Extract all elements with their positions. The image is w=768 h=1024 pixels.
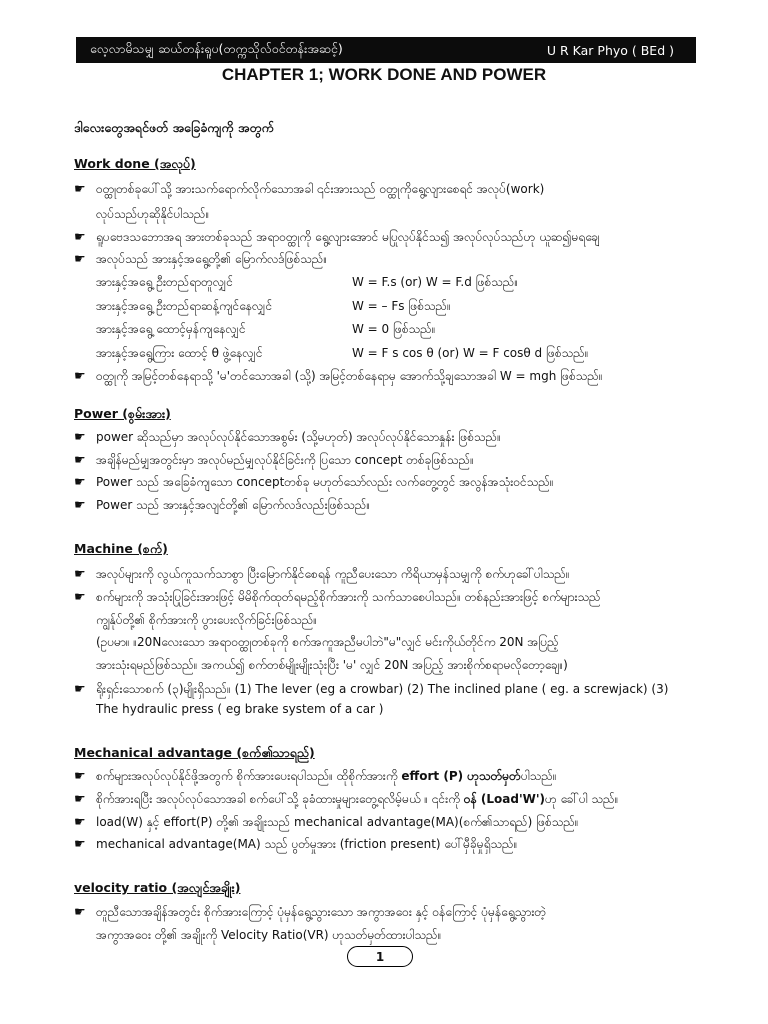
work-done-bullet-1: ☛ ဝတ္ထုတစ်ခုပေါ်သို့ အားသက်ရောက်လိုက်သောအခါ ၎င်းအားသည် ဝတ္ထုကိုရွေ့လျားစေရင် အလုပ်(work) [74, 182, 545, 197]
header-left-text: လေ့လာမိသမျှ ဆယ်တန်းရူပ(တက္ကသိုလ်ဝင်တန်းအဆင့်) [90, 40, 343, 56]
machine-bullet-3: ☛ ရိုးရှင်းသောစက် (၃)မျိုးရှိသည်။ (1) The lever (eg a crowbar) (2) The inclined plane ( eg. a screwjack) (3) [74, 682, 669, 697]
case-3-formula: W = 0 ဖြစ်သည်။ [352, 322, 436, 336]
load-term: ဝန် (Load'W') [463, 792, 546, 806]
case-2-formula: W = – Fs ဖြစ်သည်။ [352, 299, 451, 313]
work-done-bullet-4: ☛ ဝတ္ထုကို အမြင့်တစ်နေရာသို့ 'မ'တင်သောအခါ (သို့) အမြင့်တစ်နေရာမှ အောက်သို့ချသောအခါ W = mgh ဖြစ်သည်။ [74, 369, 603, 384]
page-number: 1 [347, 946, 413, 967]
velocity-ratio-heading: velocity ratio (အလျင်အချိုး) [74, 880, 241, 895]
hand-pointer-icon: ☛ [74, 369, 86, 384]
machine-example-line-1: (ဥပမာ။ ။20Nလေးသော အရာဝတ္ထုတစ်ခုကို စက်အကူအညီမပါဘဲ"မ"လျှင် မင်းကိုယ်တိုင်က 20N အပြည့် [96, 635, 559, 649]
hand-pointer-icon: ☛ [74, 230, 86, 245]
hand-pointer-icon: ☛ [74, 252, 86, 267]
chapter-title: CHAPTER 1; WORK DONE AND POWER [221, 65, 547, 84]
effort-term: effort (P) ဟုသတ်မှတ် [401, 769, 521, 783]
header-right-text: U R Kar Phyo ( BEd ) [546, 42, 674, 58]
hand-pointer-icon: ☛ [74, 815, 86, 830]
machine-heading: Machine (စက်) [74, 541, 168, 556]
mech-adv-bullet-3: ☛ load(W) နှင့် effort(P) တို့၏ အချိုးသည် mechanical advantage(MA)(စက်၏သာရည်) ဖြစ်သည်။ [74, 815, 579, 830]
work-done-heading: Work done (အလုပ်) [74, 156, 196, 171]
hand-pointer-icon: ☛ [74, 430, 86, 445]
machine-example-line-2: အားသုံးရမည်ဖြစ်သည်။ အကယ်၍ စက်တစ်မျိုးမျိုးသုံးပြီး 'မ' လျှင် 20N အပြည့် အားစိုက်စရာမလိုတော့ချေ။) [96, 658, 568, 672]
mech-adv-bullet-2: ☛ စိုက်အားရပြီး အလုပ်လုပ်သောအခါ စက်ပေါ်သို့ ခုခံထားမှုများတွေ့ရလိမ့်မယ် ။ ၎င်းကို ဝန် (Load'W')ဟု ခေါ်ပါ သည်။ [74, 792, 619, 807]
power-heading: Power (စွမ်းအား) [74, 406, 171, 421]
mech-adv-bullet-1: ☛ စက်များအလုပ်လုပ်နိုင်ဖို့အတွက် စိုက်အားပေးရပါသည်။ ထိုစိုက်အားကို effort (P) ဟုသတ်မှတ်ပါသည်။ [74, 769, 557, 784]
hand-pointer-icon: ☛ [74, 769, 86, 784]
machine-bullet-2-cont-1: ကျွန်ုပ်တို့၏ စိုက်အားကို ပွားပေးလိုက်ခြင်းဖြစ်သည်။ [96, 613, 318, 627]
case-1-text: အားနှင့်အရွေ့ ဦးတည်ရာတူလျှင် [96, 275, 234, 289]
mech-adv-bullet-4: ☛ mechanical advantage(MA) သည် ပွတ်မှုအား (friction present) ပေါ်မှီခိုမှုရှိသည်။ [74, 837, 518, 852]
power-bullet-3: ☛ Power သည် အခြေခံကျသော conceptတစ်ခု မဟုတ်သော်လည်း လက်တွေ့တွင် အလွန်အသုံးဝင်သည်။ [74, 475, 554, 490]
work-done-bullet-3: ☛ အလုပ်သည် အားနှင့်အရွေ့တို့၏ မြောက်လဒ်ဖြစ်သည်။ [74, 252, 328, 267]
velocity-ratio-bullet-1: ☛ တူညီသောအချိန်အတွင်း စိုက်အားကြောင့် ပုံမှန်ရွေ့သွားသော အကွာအဝေး နှင့် ဝန်ကြောင့် ပုံမှန်ရွေ့သွားတဲ့ [74, 905, 547, 920]
hand-pointer-icon: ☛ [74, 182, 86, 197]
case-4-formula: W = F s cos θ (or) W = F cosθ d ဖြစ်သည်။ [352, 346, 589, 360]
power-bullet-1: ☛ power ဆိုသည်မှာ အလုပ်လုပ်နိုင်သောအစွမ်း (သို့မဟုတ်) အလုပ်လုပ်နိုင်သောနှုန်း ဖြစ်သည်။ [74, 430, 501, 445]
power-bullet-4: ☛ Power သည် အားနှင့်အလျင်တို့၏ မြောက်လဒ်လည်းဖြစ်သည်။ [74, 498, 371, 513]
case-2-text: အားနှင့်အရွေ့ ဦးတည်ရာဆန့်ကျင်နေလျှင် [96, 299, 273, 313]
hand-pointer-icon: ☛ [74, 792, 86, 807]
hand-pointer-icon: ☛ [74, 567, 86, 582]
case-1-formula: W = F.s (or) W = F.d ဖြစ်သည်။ [352, 275, 519, 289]
machine-bullet-1: ☛ အလုပ်များကို လွယ်ကူသက်သာစွာ ပြီးမြောက်နိုင်စေရန် ကူညီပေးသော ကိရိယာမှန်သမျှကို စက်ဟုခေါ်ပါသည်။ [74, 567, 570, 582]
work-done-bullet-2: ☛ ရူပဗေဒသဘောအရ အားတစ်ခုသည် အရာဝတ္ထုကို ရွေ့လျားအောင် မပြုလုပ်နိုင်သ၍ အလုပ်လုပ်သည်ဟု ယူဆ၍မရချေ [74, 230, 600, 245]
hand-pointer-icon: ☛ [74, 498, 86, 513]
hand-pointer-icon: ☛ [74, 590, 86, 605]
header-bar [76, 37, 696, 63]
hand-pointer-icon: ☛ [74, 453, 86, 468]
velocity-ratio-bullet-1-cont: အကွာအဝေး တို့၏ အချိုးကို Velocity Ratio(VR) ဟုသတ်မှတ်ထားပါသည်။ [96, 928, 442, 942]
case-3-text: အားနှင့်အရွေ့ ထောင့်မှန်ကျနေလျှင် [96, 322, 246, 336]
hand-pointer-icon: ☛ [74, 682, 86, 697]
work-done-bullet-1-cont: လုပ်သည်ဟုဆိုနိုင်ပါသည်။ [96, 207, 210, 221]
intro-heading: ဒါလေးတွေအရင်ဖတ် အခြေခံကျကို အတွက် [74, 120, 274, 135]
power-bullet-2: ☛ အချိန်မည်မျှအတွင်းမှာ အလုပ်မည်မျှလုပ်နိုင်ခြင်းကို ပြသော concept တစ်ခုဖြစ်သည်။ [74, 453, 474, 468]
mechanical-advantage-heading: Mechanical advantage (စက်၏သာရည်) [74, 745, 315, 760]
hand-pointer-icon: ☛ [74, 475, 86, 490]
hand-pointer-icon: ☛ [74, 837, 86, 852]
hand-pointer-icon: ☛ [74, 905, 86, 920]
case-4-text: အားနှင့်အရွေ့ကြား ထောင့် θ ဖွဲ့နေလျှင် [96, 346, 263, 360]
machine-bullet-3-cont: The hydraulic press ( eg brake system of a car ) [96, 702, 384, 716]
machine-bullet-2: ☛ စက်များကို အသုံးပြုခြင်းအားဖြင့် မိမိစိုက်ထုတ်ရမည့်စိုက်အားကို သက်သာစေပါသည်။ တစ်နည်းအားဖြင့် စက်များသည် [74, 590, 601, 605]
